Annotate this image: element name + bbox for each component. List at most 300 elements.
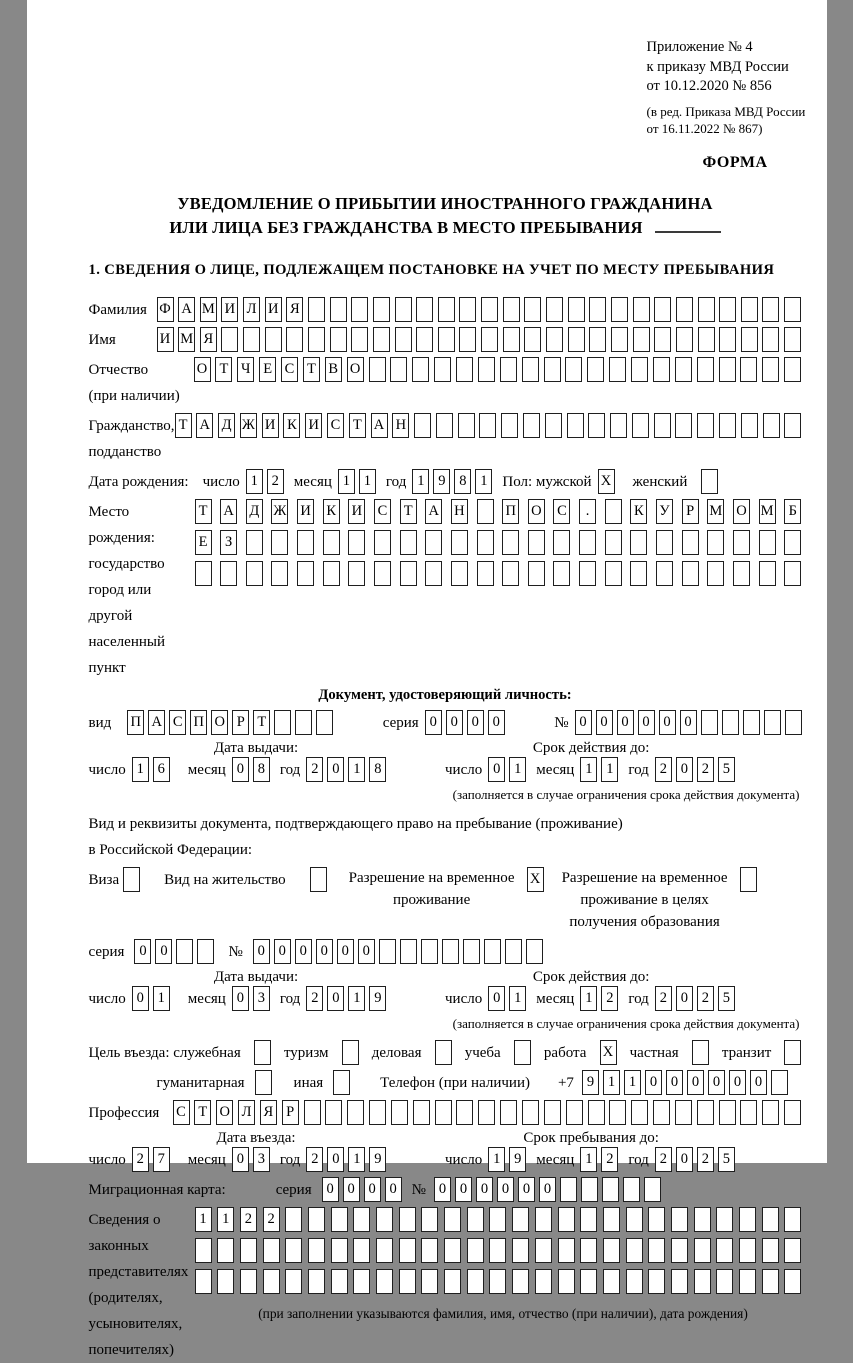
form-cell[interactable]: Ж: [240, 413, 257, 438]
form-cell[interactable]: [330, 297, 347, 322]
form-cell[interactable]: Т: [253, 710, 270, 735]
form-cell[interactable]: [523, 413, 540, 438]
form-cell[interactable]: [286, 327, 303, 352]
form-cell[interactable]: [347, 1100, 364, 1125]
form-cell[interactable]: [694, 1238, 711, 1263]
form-cell[interactable]: [784, 413, 801, 438]
form-cell[interactable]: [331, 1207, 348, 1232]
migration-series-cells[interactable]: [322, 1177, 402, 1202]
form-cell[interactable]: М: [759, 499, 776, 524]
form-cell[interactable]: [459, 297, 476, 322]
form-cell[interactable]: 0: [488, 986, 505, 1011]
form-cell[interactable]: 9: [509, 1147, 526, 1172]
form-cell[interactable]: [369, 1100, 386, 1125]
form-cell[interactable]: 0: [645, 1070, 662, 1095]
form-cell[interactable]: [421, 1269, 438, 1294]
form-cell[interactable]: [784, 327, 801, 352]
form-cell[interactable]: [478, 357, 495, 382]
purpose-humanitarian-checkbox[interactable]: [255, 1070, 272, 1095]
form-cell[interactable]: [630, 530, 647, 555]
form-cell[interactable]: [784, 1100, 801, 1125]
form-cell[interactable]: [240, 1238, 257, 1263]
form-cell[interactable]: 0: [232, 986, 249, 1011]
form-cell[interactable]: [719, 413, 736, 438]
form-cell[interactable]: [438, 327, 455, 352]
form-cell[interactable]: И: [262, 413, 279, 438]
permit-issue-month-cells[interactable]: [232, 986, 270, 1011]
form-cell[interactable]: .: [579, 499, 596, 524]
form-cell[interactable]: [581, 1177, 598, 1202]
form-cell[interactable]: [633, 297, 650, 322]
form-cell[interactable]: [176, 939, 193, 964]
form-cell[interactable]: 0: [539, 1177, 556, 1202]
form-cell[interactable]: [544, 1100, 561, 1125]
form-cell[interactable]: [633, 327, 650, 352]
form-cell[interactable]: [733, 561, 750, 586]
form-cell[interactable]: М: [707, 499, 724, 524]
form-cell[interactable]: [481, 327, 498, 352]
form-cell[interactable]: [477, 499, 494, 524]
citizenship-cells[interactable]: [175, 413, 802, 438]
form-cell[interactable]: [522, 357, 539, 382]
form-cell[interactable]: 0: [434, 1177, 451, 1202]
form-cell[interactable]: [376, 1207, 393, 1232]
form-cell[interactable]: [630, 561, 647, 586]
form-cell[interactable]: [694, 1207, 711, 1232]
form-cell[interactable]: [376, 1238, 393, 1263]
form-cell[interactable]: [467, 1269, 484, 1294]
form-cell[interactable]: [220, 561, 237, 586]
form-cell[interactable]: [308, 1269, 325, 1294]
form-cell[interactable]: 0: [337, 939, 354, 964]
form-cell[interactable]: 0: [327, 986, 344, 1011]
form-cell[interactable]: Л: [243, 297, 260, 322]
birth-year-cells[interactable]: [412, 469, 492, 494]
form-cell[interactable]: [605, 530, 622, 555]
form-cell[interactable]: [626, 1269, 643, 1294]
entry-year-cells[interactable]: [306, 1147, 386, 1172]
form-cell[interactable]: [221, 327, 238, 352]
form-cell[interactable]: 6: [153, 757, 170, 782]
form-cell[interactable]: [308, 1207, 325, 1232]
form-cell[interactable]: [399, 1207, 416, 1232]
doc-type-cells[interactable]: [127, 710, 333, 735]
form-cell[interactable]: [759, 561, 776, 586]
form-cell[interactable]: Ж: [271, 499, 288, 524]
form-cell[interactable]: [743, 710, 760, 735]
form-cell[interactable]: [719, 357, 736, 382]
form-cell[interactable]: 1: [246, 469, 263, 494]
form-cell[interactable]: 0: [617, 710, 634, 735]
form-cell[interactable]: [697, 1100, 714, 1125]
form-cell[interactable]: [654, 413, 671, 438]
form-cell[interactable]: [682, 561, 699, 586]
form-cell[interactable]: [701, 710, 718, 735]
form-cell[interactable]: [553, 561, 570, 586]
purpose-study-checkbox[interactable]: [514, 1040, 531, 1065]
form-cell[interactable]: У: [656, 499, 673, 524]
form-cell[interactable]: [528, 561, 545, 586]
form-cell[interactable]: О: [347, 357, 364, 382]
form-cell[interactable]: Т: [303, 357, 320, 382]
form-cell[interactable]: 9: [582, 1070, 599, 1095]
patronymic-cells[interactable]: [194, 357, 802, 382]
form-cell[interactable]: [558, 1269, 575, 1294]
form-cell[interactable]: [558, 1207, 575, 1232]
form-cell[interactable]: Е: [259, 357, 276, 382]
form-cell[interactable]: 1: [348, 757, 365, 782]
form-cell[interactable]: 8: [253, 757, 270, 782]
form-cell[interactable]: 2: [697, 1147, 714, 1172]
form-cell[interactable]: 0: [343, 1177, 360, 1202]
form-cell[interactable]: 0: [327, 1147, 344, 1172]
form-cell[interactable]: П: [190, 710, 207, 735]
form-cell[interactable]: [330, 327, 347, 352]
form-cell[interactable]: О: [216, 1100, 233, 1125]
doc-issue-year-cells[interactable]: [306, 757, 386, 782]
form-cell[interactable]: [676, 327, 693, 352]
form-cell[interactable]: Д: [246, 499, 263, 524]
form-cell[interactable]: [784, 1207, 801, 1232]
form-cell[interactable]: [626, 1207, 643, 1232]
form-cell[interactable]: 0: [322, 1177, 339, 1202]
form-cell[interactable]: [697, 357, 714, 382]
form-cell[interactable]: О: [733, 499, 750, 524]
form-cell[interactable]: Е: [195, 530, 212, 555]
form-cell[interactable]: [524, 327, 541, 352]
form-cell[interactable]: 2: [132, 1147, 149, 1172]
birthplace-row3-cells[interactable]: [195, 561, 802, 586]
form-cell[interactable]: [671, 1269, 688, 1294]
form-cell[interactable]: 0: [488, 710, 505, 735]
form-cell[interactable]: [656, 530, 673, 555]
form-cell[interactable]: [589, 297, 606, 322]
form-cell[interactable]: С: [169, 710, 186, 735]
form-cell[interactable]: [478, 1100, 495, 1125]
form-cell[interactable]: М: [178, 327, 195, 352]
doc-issue-day-cells[interactable]: [132, 757, 170, 782]
form-cell[interactable]: [707, 561, 724, 586]
form-cell[interactable]: К: [630, 499, 647, 524]
form-cell[interactable]: [740, 357, 757, 382]
purpose-tourism-checkbox[interactable]: [342, 1040, 359, 1065]
form-cell[interactable]: 2: [306, 986, 323, 1011]
form-cell[interactable]: [739, 1238, 756, 1263]
form-cell[interactable]: [602, 1177, 619, 1202]
form-cell[interactable]: 0: [327, 757, 344, 782]
form-cell[interactable]: [671, 1207, 688, 1232]
form-cell[interactable]: [353, 1269, 370, 1294]
form-cell[interactable]: [353, 1207, 370, 1232]
form-cell[interactable]: [323, 530, 340, 555]
form-cell[interactable]: [579, 530, 596, 555]
form-cell[interactable]: [456, 357, 473, 382]
form-cell[interactable]: [123, 867, 140, 892]
form-cell[interactable]: [477, 561, 494, 586]
form-cell[interactable]: [421, 1238, 438, 1263]
form-cell[interactable]: 7: [153, 1147, 170, 1172]
form-cell[interactable]: [373, 297, 390, 322]
form-cell[interactable]: 2: [601, 986, 618, 1011]
phone-cells[interactable]: [582, 1070, 788, 1095]
form-cell[interactable]: [682, 530, 699, 555]
form-cell[interactable]: 0: [676, 986, 693, 1011]
form-cell[interactable]: Ф: [157, 297, 174, 322]
form-cell[interactable]: 0: [497, 1177, 514, 1202]
stay-year-cells[interactable]: [655, 1147, 735, 1172]
form-cell[interactable]: [611, 327, 628, 352]
form-cell[interactable]: Т: [400, 499, 417, 524]
form-cell[interactable]: [500, 1100, 517, 1125]
form-cell[interactable]: [195, 1269, 212, 1294]
form-cell[interactable]: [762, 357, 779, 382]
form-cell[interactable]: 5: [718, 757, 735, 782]
form-cell[interactable]: [501, 413, 518, 438]
form-cell[interactable]: [308, 297, 325, 322]
form-cell[interactable]: [653, 1100, 670, 1125]
permit-number-cells[interactable]: [253, 939, 543, 964]
form-cell[interactable]: [379, 939, 396, 964]
form-cell[interactable]: [764, 710, 781, 735]
form-cell[interactable]: [325, 1100, 342, 1125]
birth-month-cells[interactable]: [338, 469, 376, 494]
form-cell[interactable]: [331, 1269, 348, 1294]
form-cell[interactable]: [605, 561, 622, 586]
form-cell[interactable]: А: [196, 413, 213, 438]
form-cell[interactable]: [603, 1238, 620, 1263]
form-cell[interactable]: [376, 1269, 393, 1294]
doc-valid-month-cells[interactable]: [580, 757, 618, 782]
form-cell[interactable]: [626, 1238, 643, 1263]
form-cell[interactable]: [739, 1269, 756, 1294]
form-cell[interactable]: А: [178, 297, 195, 322]
form-cell[interactable]: [463, 939, 480, 964]
form-cell[interactable]: [580, 1269, 597, 1294]
form-cell[interactable]: [351, 297, 368, 322]
form-cell[interactable]: [489, 1269, 506, 1294]
form-cell[interactable]: [451, 561, 468, 586]
form-cell[interactable]: [610, 413, 627, 438]
form-cell[interactable]: Ч: [237, 357, 254, 382]
form-cell[interactable]: 1: [509, 986, 526, 1011]
form-cell[interactable]: [656, 561, 673, 586]
form-cell[interactable]: [654, 327, 671, 352]
sex-male-checkbox[interactable]: [598, 469, 615, 494]
form-cell[interactable]: [588, 413, 605, 438]
form-cell[interactable]: [399, 1269, 416, 1294]
form-cell[interactable]: О: [194, 357, 211, 382]
form-cell[interactable]: 0: [467, 710, 484, 735]
form-cell[interactable]: 1: [412, 469, 429, 494]
form-cell[interactable]: [308, 1238, 325, 1263]
form-cell[interactable]: 0: [659, 710, 676, 735]
form-cell[interactable]: 1: [359, 469, 376, 494]
form-cell[interactable]: [435, 1100, 452, 1125]
form-cell[interactable]: [481, 297, 498, 322]
form-cell[interactable]: [503, 297, 520, 322]
form-cell[interactable]: 9: [369, 986, 386, 1011]
form-cell[interactable]: [762, 327, 779, 352]
form-cell[interactable]: Н: [392, 413, 409, 438]
form-cell[interactable]: [698, 327, 715, 352]
form-cell[interactable]: [459, 327, 476, 352]
representatives-row2-cells[interactable]: [195, 1238, 802, 1263]
form-cell[interactable]: [771, 1070, 788, 1095]
form-cell[interactable]: [243, 327, 260, 352]
form-cell[interactable]: [580, 1207, 597, 1232]
form-cell[interactable]: [567, 413, 584, 438]
form-cell[interactable]: 1: [624, 1070, 641, 1095]
form-cell[interactable]: 0: [575, 710, 592, 735]
form-cell[interactable]: Р: [682, 499, 699, 524]
form-cell[interactable]: О: [211, 710, 228, 735]
form-cell[interactable]: [255, 1070, 272, 1095]
entry-day-cells[interactable]: [132, 1147, 170, 1172]
form-cell[interactable]: 1: [348, 1147, 365, 1172]
form-cell[interactable]: [716, 1207, 733, 1232]
form-cell[interactable]: [566, 1100, 583, 1125]
doc-valid-day-cells[interactable]: [488, 757, 526, 782]
form-cell[interactable]: [310, 867, 327, 892]
doc-issue-month-cells[interactable]: [232, 757, 270, 782]
form-cell[interactable]: [514, 1040, 531, 1065]
form-cell[interactable]: 0: [729, 1070, 746, 1095]
form-cell[interactable]: [707, 530, 724, 555]
form-cell[interactable]: [246, 561, 263, 586]
form-cell[interactable]: [512, 1238, 529, 1263]
form-cell[interactable]: Т: [194, 1100, 211, 1125]
visa-checkbox[interactable]: [123, 867, 140, 892]
form-cell[interactable]: [698, 297, 715, 322]
form-cell[interactable]: [741, 297, 758, 322]
form-cell[interactable]: [195, 1238, 212, 1263]
representatives-row1-cells[interactable]: [195, 1207, 802, 1232]
form-cell[interactable]: И: [305, 413, 322, 438]
form-cell[interactable]: [308, 327, 325, 352]
form-cell[interactable]: 0: [446, 710, 463, 735]
form-cell[interactable]: [671, 1238, 688, 1263]
form-cell[interactable]: Б: [784, 499, 801, 524]
form-cell[interactable]: [648, 1238, 665, 1263]
stay-month-cells[interactable]: [580, 1147, 618, 1172]
form-cell[interactable]: [374, 561, 391, 586]
form-cell[interactable]: [285, 1238, 302, 1263]
form-cell[interactable]: [436, 413, 453, 438]
form-cell[interactable]: И: [348, 499, 365, 524]
form-cell[interactable]: [784, 297, 801, 322]
form-cell[interactable]: [784, 530, 801, 555]
form-cell[interactable]: [785, 710, 802, 735]
form-cell[interactable]: [611, 297, 628, 322]
form-cell[interactable]: [648, 1269, 665, 1294]
form-cell[interactable]: 0: [425, 710, 442, 735]
form-cell[interactable]: [535, 1269, 552, 1294]
form-cell[interactable]: 0: [676, 757, 693, 782]
form-cell[interactable]: Н: [451, 499, 468, 524]
form-cell[interactable]: [295, 710, 312, 735]
form-cell[interactable]: Я: [200, 327, 217, 352]
form-cell[interactable]: [631, 357, 648, 382]
form-cell[interactable]: [400, 561, 417, 586]
form-cell[interactable]: 0: [253, 939, 270, 964]
form-cell[interactable]: 0: [750, 1070, 767, 1095]
form-cell[interactable]: [400, 530, 417, 555]
form-cell[interactable]: 0: [488, 757, 505, 782]
form-cell[interactable]: [741, 327, 758, 352]
form-cell[interactable]: [528, 530, 545, 555]
form-cell[interactable]: [254, 1040, 271, 1065]
form-cell[interactable]: [741, 413, 758, 438]
sex-female-checkbox[interactable]: [701, 469, 718, 494]
form-cell[interactable]: 1: [217, 1207, 234, 1232]
form-cell[interactable]: [502, 561, 519, 586]
form-cell[interactable]: [348, 561, 365, 586]
form-cell[interactable]: [512, 1207, 529, 1232]
form-cell[interactable]: [609, 357, 626, 382]
representatives-row3-cells[interactable]: [195, 1269, 802, 1294]
form-cell[interactable]: [395, 327, 412, 352]
doc-number-cells[interactable]: [575, 710, 802, 735]
residence-permit-checkbox[interactable]: [310, 867, 327, 892]
form-cell[interactable]: [467, 1207, 484, 1232]
form-cell[interactable]: 1: [580, 1147, 597, 1172]
form-cell[interactable]: [565, 357, 582, 382]
form-cell[interactable]: 1: [195, 1207, 212, 1232]
form-cell[interactable]: 1: [348, 986, 365, 1011]
form-cell[interactable]: Д: [218, 413, 235, 438]
form-cell[interactable]: 2: [267, 469, 284, 494]
form-cell[interactable]: С: [374, 499, 391, 524]
permit-issue-day-cells[interactable]: [132, 986, 170, 1011]
entry-month-cells[interactable]: [232, 1147, 270, 1172]
form-cell[interactable]: 2: [655, 1147, 672, 1172]
form-cell[interactable]: В: [325, 357, 342, 382]
birthplace-row1-cells[interactable]: [195, 499, 802, 524]
form-cell[interactable]: [560, 1177, 577, 1202]
form-cell[interactable]: [609, 1100, 626, 1125]
form-cell[interactable]: [784, 357, 801, 382]
form-cell[interactable]: [762, 1207, 779, 1232]
form-cell[interactable]: [762, 297, 779, 322]
purpose-transit-checkbox[interactable]: [784, 1040, 801, 1065]
form-cell[interactable]: [456, 1100, 473, 1125]
form-cell[interactable]: X: [600, 1040, 617, 1065]
form-cell[interactable]: [412, 357, 429, 382]
form-cell[interactable]: О: [528, 499, 545, 524]
form-cell[interactable]: С: [553, 499, 570, 524]
form-cell[interactable]: [694, 1269, 711, 1294]
form-cell[interactable]: 2: [306, 757, 323, 782]
form-cell[interactable]: [716, 1269, 733, 1294]
form-cell[interactable]: 0: [596, 710, 613, 735]
form-cell[interactable]: Т: [175, 413, 192, 438]
form-cell[interactable]: И: [297, 499, 314, 524]
form-cell[interactable]: 2: [655, 986, 672, 1011]
form-cell[interactable]: Я: [260, 1100, 277, 1125]
form-cell[interactable]: [435, 1040, 452, 1065]
form-cell[interactable]: [675, 357, 692, 382]
form-cell[interactable]: Р: [282, 1100, 299, 1125]
form-cell[interactable]: 1: [603, 1070, 620, 1095]
form-cell[interactable]: [489, 1238, 506, 1263]
form-cell[interactable]: С: [281, 357, 298, 382]
form-cell[interactable]: 0: [476, 1177, 493, 1202]
form-cell[interactable]: 0: [385, 1177, 402, 1202]
form-cell[interactable]: 0: [295, 939, 312, 964]
form-cell[interactable]: [546, 327, 563, 352]
form-cell[interactable]: И: [265, 297, 282, 322]
form-cell[interactable]: [502, 530, 519, 555]
